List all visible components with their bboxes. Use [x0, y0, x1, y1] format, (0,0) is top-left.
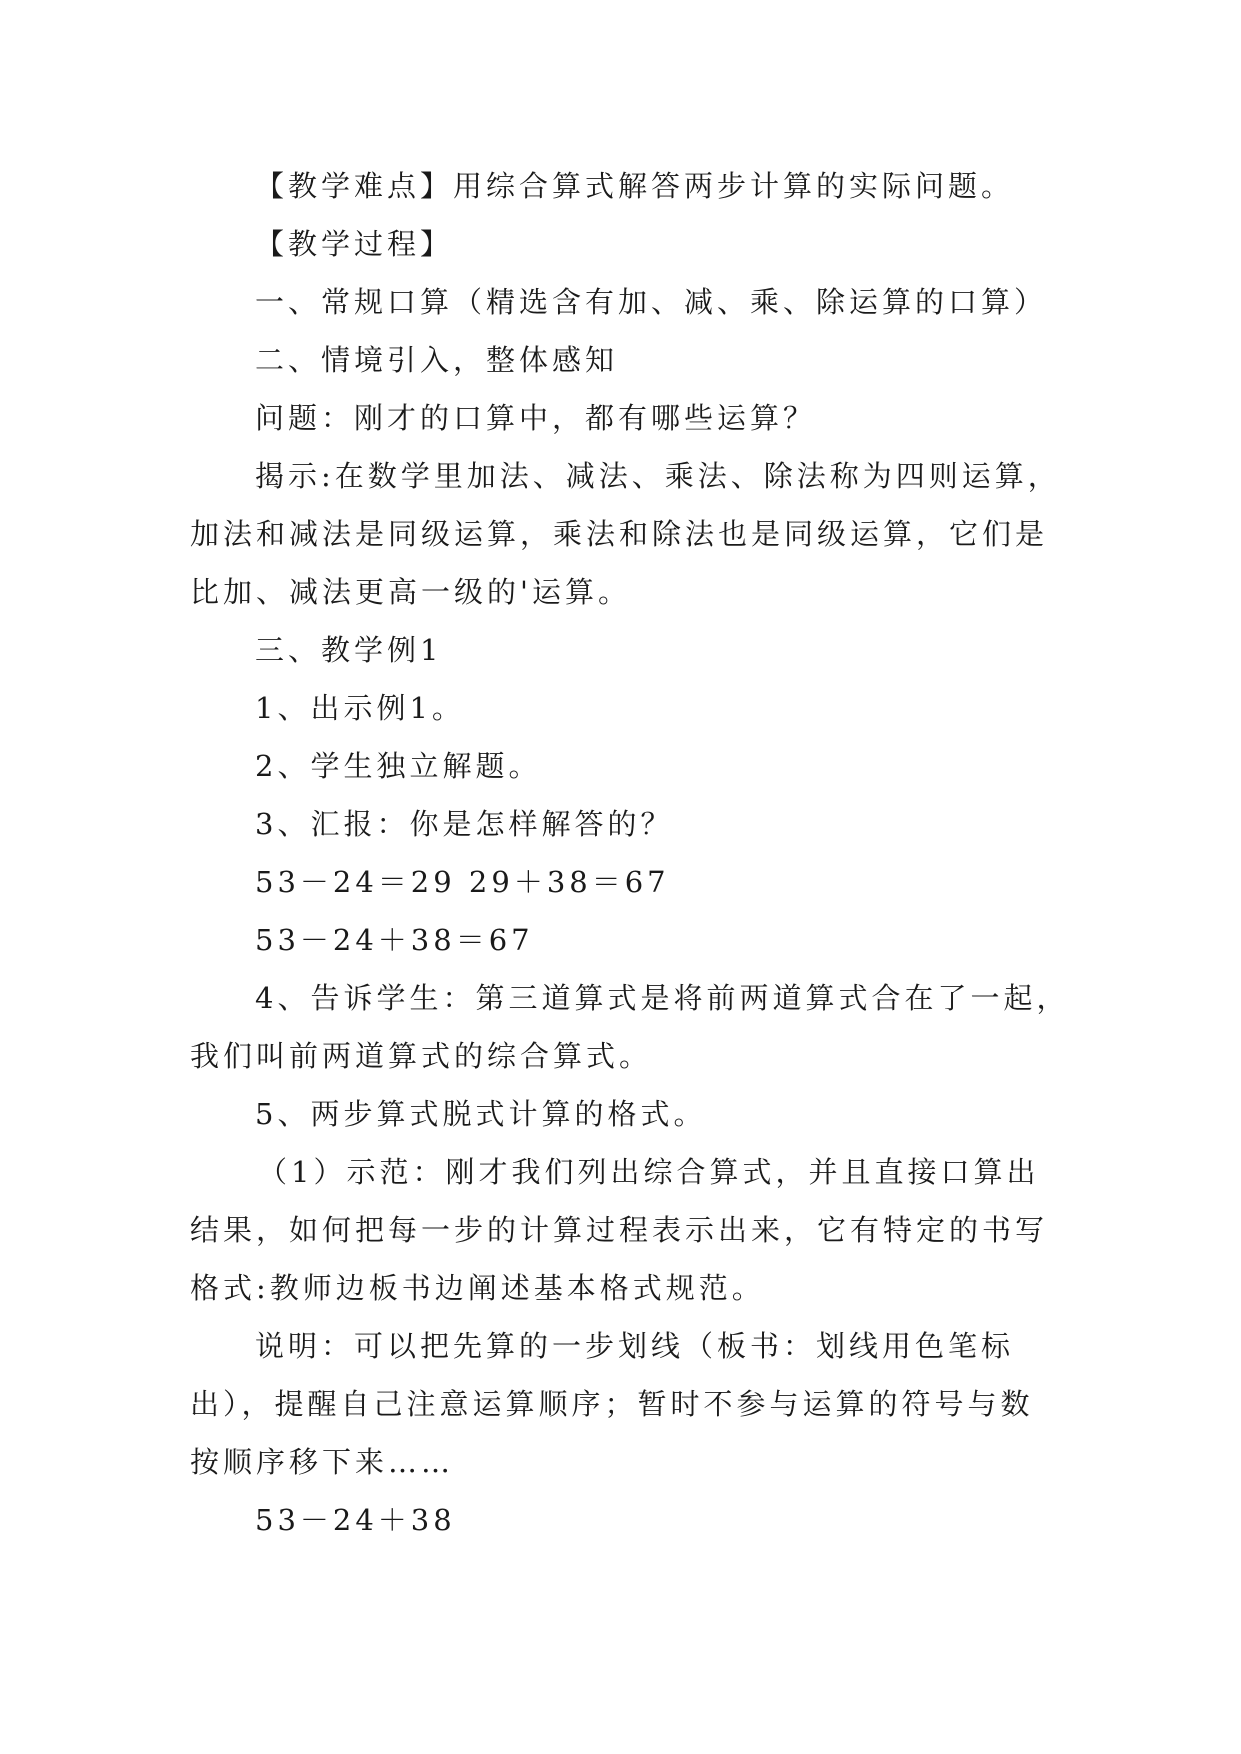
- equation-combined: 53－24＋38＝67: [255, 923, 534, 957]
- section-2-situation-intro: 二、情境引入，整体感知: [255, 343, 619, 377]
- explanation-line-1: 说明：可以把先算的一步划线（板书：划线用色笔标: [255, 1329, 1015, 1363]
- question-line: 问题：刚才的口算中，都有哪些运算？: [255, 401, 817, 435]
- demo-line-2: 结果，如何把每一步的计算过程表示出来，它有特定的书写: [190, 1213, 1049, 1247]
- explanation-line-3: 按顺序移下来……: [190, 1445, 455, 1479]
- paragraph-teaching-difficulty: 【教学难点】用综合算式解答两步计算的实际问题。: [255, 169, 1015, 203]
- step-4-tell-students-1: 4、告诉学生：第三道算式是将前两道算式合在了一起，: [255, 981, 1070, 1015]
- step-4-tell-students-2: 我们叫前两道算式的综合算式。: [190, 1039, 653, 1073]
- equation-format-example: 53－24＋38: [255, 1503, 456, 1537]
- section-1-oral-calculation: 一、常规口算（精选含有加、减、乘、除运算的口算）: [255, 285, 1048, 319]
- reveal-line-3: 比加、减法更高一级的'运算。: [190, 575, 631, 609]
- step-5-format: 5、两步算式脱式计算的格式。: [255, 1097, 707, 1131]
- step-3-report: 3、汇报：你是怎样解答的？: [255, 807, 674, 841]
- equation-separate: 53－24＝29 29＋38＝67: [255, 865, 670, 899]
- explanation-line-2: 出），提醒自己注意运算顺序；暂时不参与运算的符号与数: [190, 1387, 1034, 1421]
- demo-line-1: （1）示范：刚才我们列出综合算式，并且直接口算出: [258, 1155, 1040, 1189]
- section-3-example: 三、教学例1: [255, 633, 443, 667]
- step-2-solve: 2、学生独立解题。: [255, 749, 542, 783]
- step-1-show-example: 1、出示例1。: [255, 691, 465, 725]
- demo-line-3: 格式:教师边板书边阐述基本格式规范。: [190, 1271, 765, 1305]
- reveal-line-2: 加法和减法是同级运算，乘法和除法也是同级运算，它们是: [190, 517, 1049, 551]
- heading-teaching-process: 【教学过程】: [255, 227, 454, 261]
- reveal-line-1: 揭示:在数学里加法、减法、乘法、除法称为四则运算，: [255, 459, 1061, 493]
